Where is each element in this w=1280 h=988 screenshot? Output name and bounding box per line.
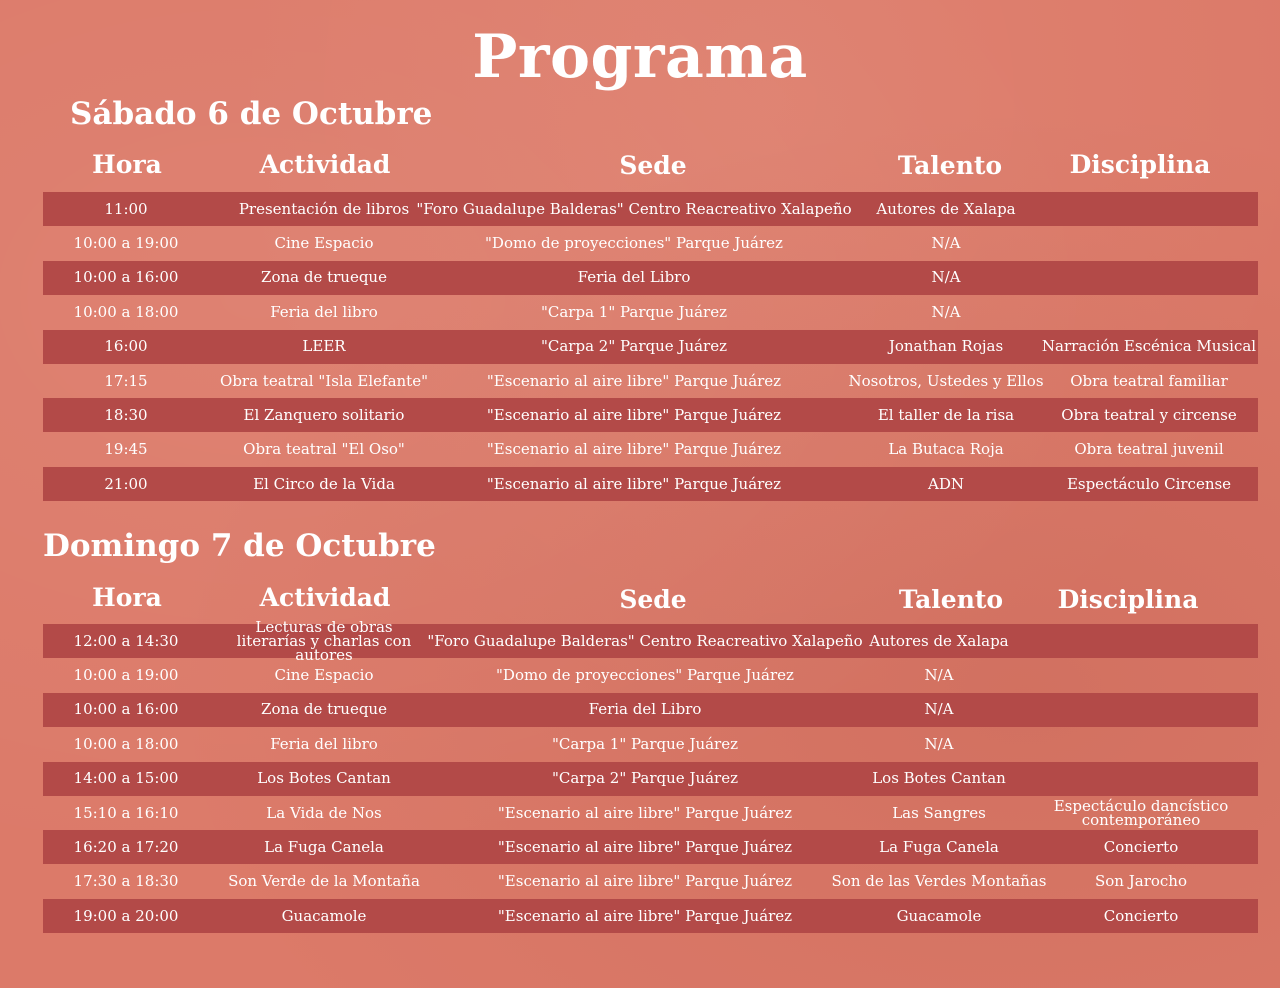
table-row <box>43 192 1258 226</box>
cell-disciplina: Obra teatral juvenil <box>1074 440 1224 459</box>
cell-disciplina <box>1036 727 1246 761</box>
col-header-sede: Sede <box>619 151 687 180</box>
cell-actividad: Zona de trueque <box>261 268 387 287</box>
table-row <box>43 433 1258 467</box>
cell-talento: N/A <box>924 665 954 684</box>
cell-disciplina: Concierto <box>1103 906 1179 925</box>
cell-sede: "Carpa 1" Parque Juárez <box>540 302 728 321</box>
cell-hora: 10:00 a 19:00 <box>73 665 179 684</box>
table-row <box>43 693 1258 727</box>
cell-hora: 17:15 <box>104 371 148 390</box>
cell-actividad: LEER <box>302 337 346 356</box>
table-row <box>43 295 1258 329</box>
cell-hora: 16:20 a 17:20 <box>73 837 179 856</box>
cell-hora: 14:00 a 15:00 <box>73 769 179 788</box>
cell-sede: "Escenario al aire libre" Parque Juárez <box>486 371 782 390</box>
cell-sede: Feria del Libro <box>577 268 691 287</box>
cell-actividad: Obra teatral "El Oso" <box>243 440 405 459</box>
table-row <box>43 330 1258 364</box>
cell-hora: 11:00 <box>104 199 148 218</box>
cell-talento: Los Botes Cantan <box>872 769 1006 788</box>
table-row <box>43 762 1258 796</box>
table-row <box>43 618 1258 664</box>
cell-sede: "Carpa 2" Parque Juárez <box>551 769 739 788</box>
cell-sede: "Escenario al aire libre" Parque Juárez <box>497 872 793 891</box>
cell-disciplina: Obra teatral familiar <box>1070 371 1228 390</box>
cell-actividad: Cine Espacio <box>274 233 374 252</box>
cell-hora: 19:00 a 20:00 <box>73 906 179 925</box>
cell-actividad: El Circo de la Vida <box>253 474 395 493</box>
cell-talento: N/A <box>924 734 954 753</box>
cell-disciplina <box>1036 693 1246 727</box>
cell-talento: N/A <box>931 233 961 252</box>
col-header-hora: Hora <box>92 583 162 612</box>
cell-hora: 10:00 a 16:00 <box>73 268 179 287</box>
cell-disciplina <box>1044 295 1254 329</box>
cell-talento: Autores de Xalapa <box>869 631 1009 650</box>
cell-disciplina <box>1044 261 1254 295</box>
cell-actividad: Feria del libro <box>270 302 378 321</box>
cell-hora: 10:00 a 18:00 <box>73 734 179 753</box>
cell-hora: 10:00 a 19:00 <box>73 233 179 252</box>
table-row <box>43 226 1258 260</box>
cell-actividad: Lecturas de obras literarías y charlas con autores <box>236 618 412 664</box>
cell-disciplina <box>1036 624 1246 658</box>
cell-talento: La Fuga Canela <box>879 837 999 856</box>
cell-disciplina: Concierto <box>1103 837 1179 856</box>
cell-hora: 10:00 a 16:00 <box>73 700 179 719</box>
cell-sede: "Escenario al aire libre" Parque Juárez <box>497 906 793 925</box>
cell-talento: Autores de Xalapa <box>876 199 1016 218</box>
col-header-talento: Talento <box>898 585 1004 614</box>
cell-sede: "Escenario al aire libre" Parque Juárez <box>497 837 793 856</box>
cell-disciplina: Espectáculo Circense <box>1066 474 1232 493</box>
cell-sede: Feria del Libro <box>588 700 702 719</box>
table-row <box>43 899 1258 933</box>
table-row <box>43 261 1258 295</box>
cell-actividad: Feria del libro <box>270 734 378 753</box>
page-title: Programa <box>472 22 808 92</box>
cell-disciplina: Espectáculo dancístico contemporáneo <box>1053 797 1229 829</box>
cell-talento: Nosotros, Ustedes y Ellos <box>848 371 1044 390</box>
cell-sede: "Domo de proyecciones" Parque Juárez <box>485 233 783 252</box>
col-header-disciplina: Disciplina <box>1057 585 1199 614</box>
cell-actividad: Son Verde de la Montaña <box>228 872 420 891</box>
cell-talento: La Butaca Roja <box>888 440 1004 459</box>
cell-sede: "Escenario al aire libre" Parque Juárez <box>497 803 793 822</box>
table-row <box>43 727 1258 761</box>
table-row <box>43 658 1258 692</box>
cell-talento: Guacamole <box>896 906 982 925</box>
cell-actividad: Obra teatral "Isla Elefante" <box>220 371 428 390</box>
cell-talento: N/A <box>924 700 954 719</box>
cell-disciplina <box>1044 192 1254 226</box>
table-row <box>43 865 1258 899</box>
col-header-disciplina: Disciplina <box>1069 150 1211 179</box>
cell-talento: N/A <box>931 268 961 287</box>
cell-hora: 18:30 <box>104 405 148 424</box>
col-header-sede: Sede <box>619 585 687 614</box>
cell-talento: N/A <box>931 302 961 321</box>
cell-actividad: Los Botes Cantan <box>257 769 391 788</box>
cell-hora: 17:30 a 18:30 <box>73 872 179 891</box>
cell-hora: 15:10 a 16:10 <box>73 803 179 822</box>
table-row <box>43 398 1258 432</box>
cell-actividad: Zona de trueque <box>261 700 387 719</box>
cell-talento: Jonathan Rojas <box>888 337 1004 356</box>
cell-sede: "Escenario al aire libre" Parque Juárez <box>486 405 782 424</box>
day-heading-sunday: Domingo 7 de Octubre <box>43 528 436 564</box>
cell-talento: Las Sangres <box>892 803 986 822</box>
col-header-talento: Talento <box>897 151 1003 180</box>
col-header-actividad: Actividad <box>259 150 391 179</box>
cell-sede: "Escenario al aire libre" Parque Juárez <box>486 474 782 493</box>
cell-hora: 12:00 a 14:30 <box>73 631 179 650</box>
day-heading-saturday: Sábado 6 de Octubre <box>70 96 433 132</box>
cell-actividad: La Vida de Nos <box>266 803 382 822</box>
cell-actividad: Presentación de libros <box>238 199 410 218</box>
cell-sede: "Foro Guadalupe Balderas" Centro Reacreativo Xalapeño <box>416 199 852 218</box>
table-row <box>43 830 1258 864</box>
cell-sede: "Carpa 1" Parque Juárez <box>551 734 739 753</box>
cell-actividad: Cine Espacio <box>274 665 374 684</box>
cell-actividad: La Fuga Canela <box>264 837 384 856</box>
cell-talento: El taller de la risa <box>877 405 1015 424</box>
cell-actividad: Guacamole <box>281 906 367 925</box>
cell-disciplina <box>1044 226 1254 260</box>
cell-hora: 10:00 a 18:00 <box>73 302 179 321</box>
cell-talento: Son de las Verdes Montañas <box>831 872 1047 891</box>
table-row <box>43 364 1258 398</box>
cell-disciplina: Son Jarocho <box>1095 872 1187 891</box>
cell-disciplina: Narración Escénica Musical <box>1041 337 1257 356</box>
cell-sede: "Foro Guadalupe Balderas" Centro Reacreativo Xalapeño <box>427 631 863 650</box>
cell-hora: 21:00 <box>104 474 148 493</box>
col-header-hora: Hora <box>92 150 162 179</box>
col-header-actividad: Actividad <box>259 583 391 612</box>
cell-talento: ADN <box>928 474 964 493</box>
cell-disciplina <box>1036 658 1246 692</box>
cell-sede: "Domo de proyecciones" Parque Juárez <box>496 665 794 684</box>
cell-disciplina: Obra teatral y circense <box>1061 405 1237 424</box>
table-row <box>43 467 1258 501</box>
cell-actividad: El Zanquero solitario <box>243 405 405 424</box>
cell-sede: "Carpa 2" Parque Juárez <box>540 337 728 356</box>
cell-disciplina <box>1036 762 1246 796</box>
cell-hora: 19:45 <box>104 440 148 459</box>
cell-sede: "Escenario al aire libre" Parque Juárez <box>486 440 782 459</box>
cell-hora: 16:00 <box>104 337 148 356</box>
table-row <box>43 796 1258 830</box>
